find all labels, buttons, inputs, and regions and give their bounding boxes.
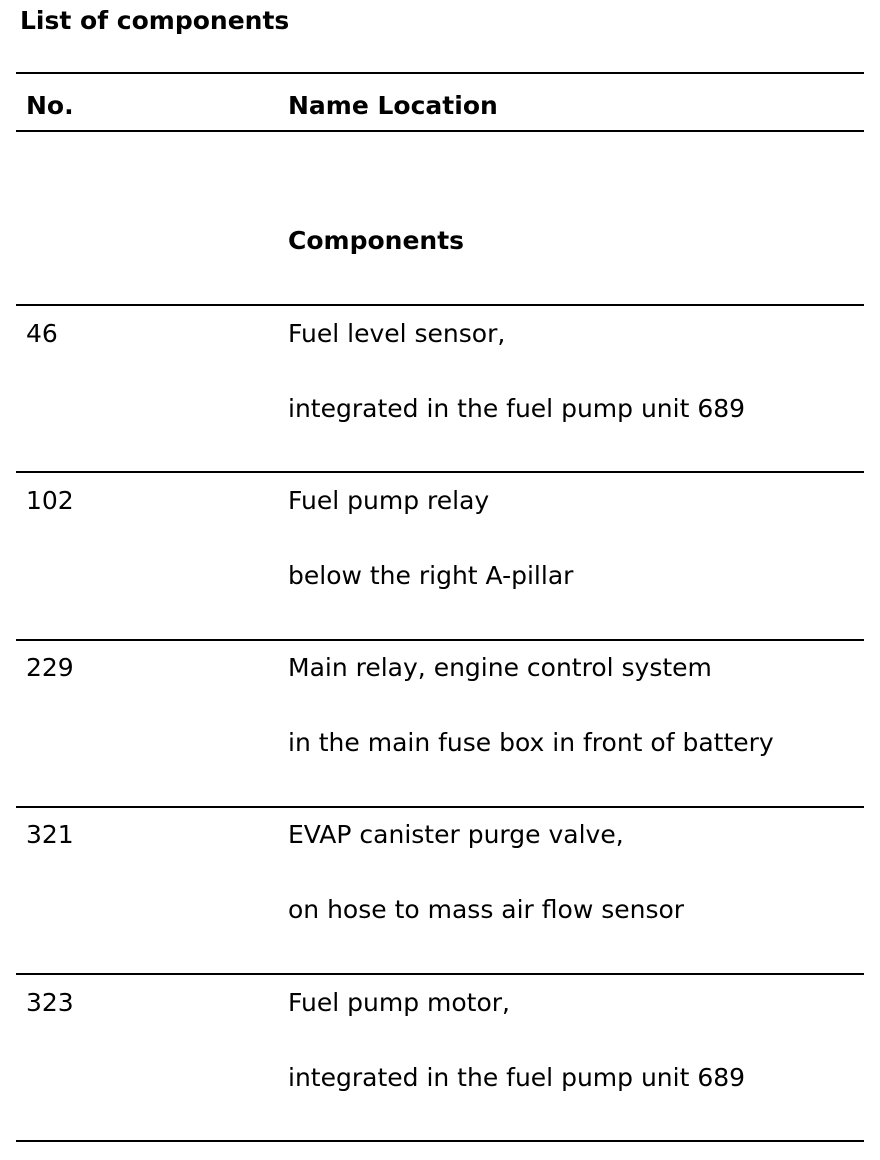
row-divider <box>16 639 864 641</box>
row-name: EVAP canister purge valve, <box>288 820 624 849</box>
row-location: on hose to mass air flow sensor <box>288 895 685 924</box>
section-label: Components <box>288 226 465 255</box>
row-name: Fuel level sensor, <box>288 319 506 348</box>
row-name: Main relay, engine control system <box>288 653 712 682</box>
row-name: Fuel pump motor, <box>288 988 510 1017</box>
row-number: 46 <box>26 319 58 348</box>
header-name-location: Name Location <box>288 91 498 120</box>
row-name: Fuel pump relay <box>288 486 490 515</box>
row-number: 323 <box>26 988 74 1017</box>
row-location: below the right A-pillar <box>288 561 574 590</box>
row-number: 229 <box>26 653 74 682</box>
table-top-rule <box>16 72 864 74</box>
row-number: 102 <box>26 486 74 515</box>
row-location: integrated in the fuel pump unit 689 <box>288 394 746 423</box>
row-divider <box>16 806 864 808</box>
row-divider <box>16 304 864 306</box>
table-bottom-rule <box>16 1140 864 1142</box>
header-rule <box>16 130 864 132</box>
row-number: 321 <box>26 820 74 849</box>
row-location: in the main fuse box in front of battery <box>288 728 774 757</box>
page-title: List of components <box>20 6 290 35</box>
row-divider <box>16 973 864 975</box>
row-location: integrated in the fuel pump unit 689 <box>288 1063 746 1092</box>
row-divider <box>16 471 864 473</box>
header-no: No. <box>26 91 74 120</box>
